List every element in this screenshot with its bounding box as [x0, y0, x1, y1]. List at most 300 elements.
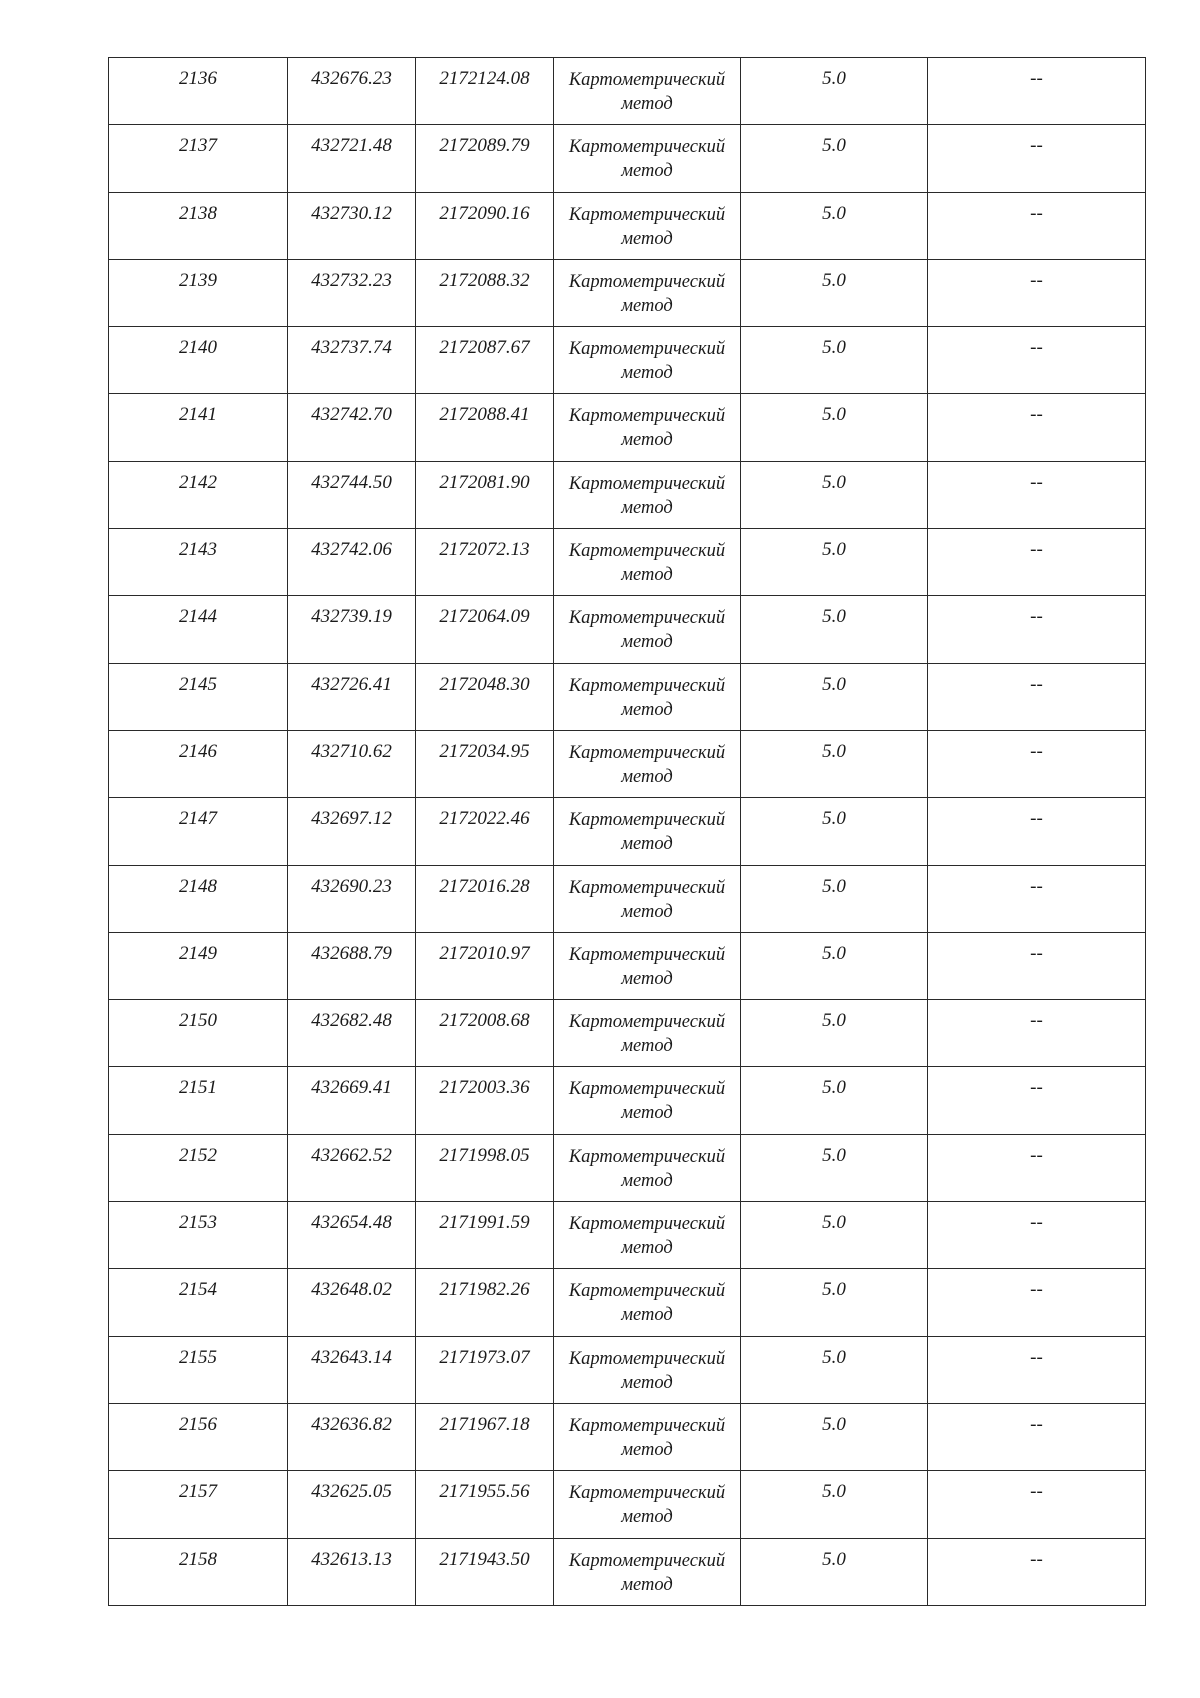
method-line-2: метод — [621, 901, 673, 922]
table-row — [109, 1336, 1146, 1403]
accuracy-cell — [741, 1202, 928, 1269]
point-number-cell — [109, 1000, 288, 1067]
method-text — [554, 798, 740, 856]
y-coordinate-cell — [416, 125, 554, 192]
accuracy-text: 5.0 — [822, 68, 846, 89]
accuracy-text: 5.0 — [822, 740, 846, 762]
method-text — [554, 1269, 740, 1327]
y-coordinate-cell — [416, 1538, 554, 1605]
accuracy-cell — [741, 932, 928, 999]
point-number-text: 2152 — [179, 1144, 217, 1166]
point-number-text: 2148 — [179, 875, 217, 897]
point-number-text: 2157 — [179, 1481, 217, 1503]
accuracy-text: 5.0 — [822, 337, 846, 359]
x-coordinate-text: 432739.19 — [311, 606, 392, 628]
accuracy-cell — [741, 1471, 928, 1538]
point-number-text: 2139 — [179, 269, 217, 291]
description-text: -- — [1030, 1279, 1043, 1301]
x-coordinate-text: 432654.48 — [311, 1212, 392, 1234]
accuracy-text: 5.0 — [822, 1413, 846, 1435]
table-row — [109, 1269, 1146, 1336]
y-coordinate-cell — [416, 596, 554, 663]
x-coordinate-text: 432726.41 — [311, 673, 392, 695]
description-text: -- — [1030, 1077, 1043, 1099]
accuracy-cell — [741, 327, 928, 394]
y-coordinate-text: 2171982.26 — [439, 1279, 530, 1301]
accuracy-cell — [741, 1269, 928, 1336]
method-line-2: метод — [621, 632, 673, 653]
point-number-text: 2158 — [179, 1548, 217, 1570]
method-text — [554, 664, 740, 722]
method-text — [554, 529, 740, 587]
point-number-cell — [109, 798, 288, 865]
method-line-1: Картометрический — [568, 339, 726, 360]
table-row — [109, 1538, 1146, 1605]
method-text — [554, 1471, 740, 1529]
table-row — [109, 259, 1146, 326]
point-number-cell — [109, 1067, 288, 1134]
method-line-2: метод — [621, 766, 673, 787]
description-cell — [928, 192, 1146, 259]
x-coordinate-text: 432737.74 — [311, 337, 392, 359]
accuracy-cell — [741, 1538, 928, 1605]
description-cell — [928, 1000, 1146, 1067]
x-coordinate-text: 432625.05 — [311, 1481, 392, 1503]
method-cell — [554, 1269, 741, 1336]
accuracy-text: 5.0 — [822, 1481, 846, 1503]
point-number-text: 2153 — [179, 1212, 217, 1234]
table-row — [109, 1000, 1146, 1067]
description-text: -- — [1030, 202, 1043, 224]
x-coordinate-cell — [288, 1000, 416, 1067]
description-cell — [928, 461, 1146, 528]
x-coordinate-cell — [288, 1269, 416, 1336]
accuracy-text: 5.0 — [822, 1144, 846, 1166]
description-cell — [928, 1067, 1146, 1134]
table-row — [109, 529, 1146, 596]
point-number-text: 2154 — [179, 1279, 217, 1301]
accuracy-cell — [741, 58, 928, 125]
point-number-cell — [109, 58, 288, 125]
accuracy-cell — [741, 259, 928, 326]
description-text: -- — [1030, 539, 1043, 561]
description-cell — [928, 529, 1146, 596]
method-cell — [554, 596, 741, 663]
point-number-cell — [109, 663, 288, 730]
method-text — [554, 58, 740, 116]
x-coordinate-text: 432744.50 — [311, 471, 392, 493]
point-number-cell — [109, 596, 288, 663]
table-row — [109, 394, 1146, 461]
accuracy-text: 5.0 — [822, 471, 846, 493]
x-coordinate-cell — [288, 1538, 416, 1605]
point-number-cell — [109, 394, 288, 461]
x-coordinate-cell — [288, 596, 416, 663]
table-row — [109, 327, 1146, 394]
y-coordinate-cell — [416, 529, 554, 596]
method-line-2: метод — [621, 363, 673, 384]
description-text: -- — [1030, 471, 1043, 493]
method-text — [554, 1337, 740, 1395]
accuracy-cell — [741, 125, 928, 192]
method-cell — [554, 1067, 741, 1134]
accuracy-cell — [741, 1067, 928, 1134]
method-text — [554, 596, 740, 654]
method-line-1: Картометрический — [568, 204, 726, 225]
table-row — [109, 1403, 1146, 1470]
x-coordinate-text: 432643.14 — [311, 1346, 392, 1368]
y-coordinate-cell — [416, 1202, 554, 1269]
accuracy-cell — [741, 1336, 928, 1403]
method-line-1: Картометрический — [568, 1483, 726, 1504]
accuracy-text: 5.0 — [822, 942, 846, 964]
x-coordinate-text: 432732.23 — [311, 269, 392, 291]
description-text: -- — [1030, 1548, 1043, 1570]
method-cell — [554, 58, 741, 125]
point-number-cell — [109, 1336, 288, 1403]
x-coordinate-cell — [288, 798, 416, 865]
accuracy-text: 5.0 — [822, 1279, 846, 1301]
point-number-text: 2145 — [179, 673, 217, 695]
point-number-cell — [109, 461, 288, 528]
method-line-2: метод — [621, 430, 673, 451]
method-line-1: Картометрический — [568, 1348, 726, 1369]
method-line-1: Картометрический — [568, 271, 726, 292]
x-coordinate-cell — [288, 865, 416, 932]
method-line-2: метод — [621, 699, 673, 720]
accuracy-text: 5.0 — [822, 1548, 846, 1570]
method-text — [554, 1000, 740, 1058]
accuracy-text: 5.0 — [822, 1346, 846, 1368]
point-number-cell — [109, 932, 288, 999]
accuracy-cell — [741, 461, 928, 528]
method-cell — [554, 1403, 741, 1470]
coordinates-table-body — [109, 58, 1146, 1606]
method-line-1: Картометрический — [568, 473, 726, 494]
description-text: -- — [1030, 269, 1043, 291]
method-line-1: Картометрический — [568, 1146, 726, 1167]
description-text: -- — [1030, 875, 1043, 897]
accuracy-cell — [741, 596, 928, 663]
x-coordinate-text: 432742.06 — [311, 539, 392, 561]
point-number-text: 2151 — [179, 1077, 217, 1099]
description-cell — [928, 1538, 1146, 1605]
method-cell — [554, 461, 741, 528]
point-number-cell — [109, 1269, 288, 1336]
description-text: -- — [1030, 1212, 1043, 1234]
method-line-2: метод — [621, 1574, 673, 1595]
y-coordinate-text: 2172124.08 — [439, 68, 530, 89]
point-number-text: 2150 — [179, 1010, 217, 1032]
point-number-text: 2136 — [179, 68, 217, 89]
method-line-1: Картометрический — [568, 1079, 726, 1100]
description-cell — [928, 865, 1146, 932]
y-coordinate-cell — [416, 192, 554, 259]
method-line-1: Картометрический — [568, 541, 726, 562]
method-cell — [554, 1471, 741, 1538]
method-cell — [554, 394, 741, 461]
method-line-2: метод — [621, 94, 673, 114]
method-line-2: метод — [621, 228, 673, 249]
y-coordinate-cell — [416, 327, 554, 394]
table-row — [109, 192, 1146, 259]
method-line-1: Картометрический — [568, 1214, 726, 1235]
x-coordinate-cell — [288, 327, 416, 394]
x-coordinate-cell — [288, 1403, 416, 1470]
y-coordinate-text: 2171973.07 — [439, 1346, 530, 1368]
x-coordinate-text: 432613.13 — [311, 1548, 392, 1570]
method-line-2: метод — [621, 1305, 673, 1326]
method-line-2: метод — [621, 1439, 673, 1460]
point-number-text: 2140 — [179, 337, 217, 359]
y-coordinate-cell — [416, 1134, 554, 1201]
y-coordinate-cell — [416, 730, 554, 797]
method-text — [554, 394, 740, 452]
accuracy-cell — [741, 192, 928, 259]
method-cell — [554, 798, 741, 865]
y-coordinate-text: 2172081.90 — [439, 471, 530, 493]
method-line-1: Картометрический — [568, 137, 726, 158]
y-coordinate-cell — [416, 1269, 554, 1336]
method-cell — [554, 1538, 741, 1605]
method-cell — [554, 932, 741, 999]
method-text — [554, 1135, 740, 1193]
point-number-text: 2147 — [179, 808, 217, 830]
method-cell — [554, 1000, 741, 1067]
accuracy-cell — [741, 1403, 928, 1470]
point-number-cell — [109, 529, 288, 596]
x-coordinate-cell — [288, 1134, 416, 1201]
y-coordinate-cell — [416, 1000, 554, 1067]
description-cell — [928, 58, 1146, 125]
accuracy-cell — [741, 730, 928, 797]
y-coordinate-text: 2172072.13 — [439, 539, 530, 561]
x-coordinate-cell — [288, 529, 416, 596]
y-coordinate-cell — [416, 1336, 554, 1403]
accuracy-cell — [741, 865, 928, 932]
description-cell — [928, 1269, 1146, 1336]
description-text: -- — [1030, 404, 1043, 426]
point-number-cell — [109, 259, 288, 326]
point-number-text: 2144 — [179, 606, 217, 628]
accuracy-text: 5.0 — [822, 269, 846, 291]
method-line-1: Картометрический — [568, 1012, 726, 1033]
description-cell — [928, 1336, 1146, 1403]
x-coordinate-cell — [288, 192, 416, 259]
x-coordinate-cell — [288, 663, 416, 730]
y-coordinate-text: 2172010.97 — [439, 942, 530, 964]
x-coordinate-cell — [288, 259, 416, 326]
point-number-text: 2149 — [179, 942, 217, 964]
y-coordinate-text: 2172087.67 — [439, 337, 530, 359]
y-coordinate-text: 2172048.30 — [439, 673, 530, 695]
method-text — [554, 866, 740, 924]
table-row — [109, 596, 1146, 663]
method-line-2: метод — [621, 834, 673, 855]
x-coordinate-text: 432742.70 — [311, 404, 392, 426]
method-line-2: метод — [621, 1372, 673, 1393]
description-cell — [928, 932, 1146, 999]
method-text — [554, 327, 740, 385]
method-text — [554, 1404, 740, 1462]
y-coordinate-text: 2172008.68 — [439, 1010, 530, 1032]
accuracy-cell — [741, 798, 928, 865]
description-cell — [928, 596, 1146, 663]
x-coordinate-cell — [288, 1336, 416, 1403]
table-row — [109, 663, 1146, 730]
y-coordinate-text: 2171943.50 — [439, 1548, 530, 1570]
point-number-cell — [109, 1538, 288, 1605]
point-number-text: 2137 — [179, 135, 217, 157]
description-text: -- — [1030, 1346, 1043, 1368]
method-line-1: Картометрический — [568, 70, 726, 90]
description-cell — [928, 798, 1146, 865]
method-text — [554, 1202, 740, 1260]
y-coordinate-cell — [416, 58, 554, 125]
x-coordinate-text: 432662.52 — [311, 1144, 392, 1166]
point-number-cell — [109, 125, 288, 192]
description-text: -- — [1030, 337, 1043, 359]
description-cell — [928, 394, 1146, 461]
x-coordinate-text: 432710.62 — [311, 740, 392, 762]
x-coordinate-text: 432676.23 — [311, 68, 392, 89]
table-row — [109, 1471, 1146, 1538]
method-line-1: Картометрический — [568, 1550, 726, 1571]
x-coordinate-text: 432648.02 — [311, 1279, 392, 1301]
y-coordinate-text: 2171998.05 — [439, 1144, 530, 1166]
method-line-2: метод — [621, 1238, 673, 1259]
method-cell — [554, 1202, 741, 1269]
y-coordinate-cell — [416, 932, 554, 999]
y-coordinate-text: 2172003.36 — [439, 1077, 530, 1099]
point-number-text: 2141 — [179, 404, 217, 426]
method-text — [554, 1539, 740, 1597]
table-row — [109, 58, 1146, 125]
table-row — [109, 461, 1146, 528]
accuracy-cell — [741, 394, 928, 461]
description-cell — [928, 663, 1146, 730]
method-cell — [554, 125, 741, 192]
description-cell — [928, 327, 1146, 394]
x-coordinate-text: 432721.48 — [311, 135, 392, 157]
description-text: -- — [1030, 1481, 1043, 1503]
description-cell — [928, 1471, 1146, 1538]
coordinates-table — [108, 57, 1146, 1606]
description-text: -- — [1030, 68, 1043, 89]
y-coordinate-text: 2171967.18 — [439, 1413, 530, 1435]
y-coordinate-text: 2172090.16 — [439, 202, 530, 224]
method-cell — [554, 192, 741, 259]
x-coordinate-cell — [288, 1471, 416, 1538]
accuracy-text: 5.0 — [822, 404, 846, 426]
table-row — [109, 1202, 1146, 1269]
x-coordinate-cell — [288, 461, 416, 528]
point-number-text: 2155 — [179, 1346, 217, 1368]
method-line-2: метод — [621, 1507, 673, 1528]
method-line-2: метод — [621, 161, 673, 182]
y-coordinate-cell — [416, 663, 554, 730]
y-coordinate-text: 2171955.56 — [439, 1481, 530, 1503]
point-number-text: 2138 — [179, 202, 217, 224]
x-coordinate-text: 432682.48 — [311, 1010, 392, 1032]
description-text: -- — [1030, 1413, 1043, 1435]
table-row — [109, 1067, 1146, 1134]
method-line-2: метод — [621, 497, 673, 518]
method-text — [554, 1067, 740, 1125]
table-row — [109, 1134, 1146, 1201]
y-coordinate-cell — [416, 1403, 554, 1470]
method-cell — [554, 327, 741, 394]
accuracy-text: 5.0 — [822, 135, 846, 157]
y-coordinate-text: 2172034.95 — [439, 740, 530, 762]
method-text — [554, 933, 740, 991]
method-line-1: Картометрический — [568, 877, 726, 898]
method-text — [554, 731, 740, 789]
method-line-1: Картометрический — [568, 810, 726, 831]
table-row — [109, 125, 1146, 192]
accuracy-text: 5.0 — [822, 202, 846, 224]
x-coordinate-cell — [288, 58, 416, 125]
y-coordinate-text: 2172016.28 — [439, 875, 530, 897]
description-text: -- — [1030, 740, 1043, 762]
description-text: -- — [1030, 135, 1043, 157]
method-cell — [554, 1134, 741, 1201]
point-number-cell — [109, 192, 288, 259]
x-coordinate-cell — [288, 730, 416, 797]
y-coordinate-cell — [416, 1067, 554, 1134]
x-coordinate-text: 432669.41 — [311, 1077, 392, 1099]
method-line-1: Картометрический — [568, 944, 726, 965]
x-coordinate-cell — [288, 932, 416, 999]
point-number-text: 2142 — [179, 471, 217, 493]
accuracy-text: 5.0 — [822, 1077, 846, 1099]
accuracy-cell — [741, 1000, 928, 1067]
method-line-2: метод — [621, 1036, 673, 1057]
accuracy-text: 5.0 — [822, 808, 846, 830]
table-row — [109, 798, 1146, 865]
accuracy-cell — [741, 1134, 928, 1201]
method-line-2: метод — [621, 565, 673, 586]
point-number-text: 2156 — [179, 1413, 217, 1435]
accuracy-text: 5.0 — [822, 1010, 846, 1032]
method-line-1: Картометрический — [568, 675, 726, 696]
point-number-cell — [109, 730, 288, 797]
method-text — [554, 260, 740, 318]
x-coordinate-text: 432688.79 — [311, 942, 392, 964]
description-text: -- — [1030, 1010, 1043, 1032]
x-coordinate-text: 432690.23 — [311, 875, 392, 897]
method-cell — [554, 529, 741, 596]
y-coordinate-text: 2172022.46 — [439, 808, 530, 830]
table-row — [109, 730, 1146, 797]
method-cell — [554, 1336, 741, 1403]
y-coordinate-cell — [416, 798, 554, 865]
point-number-cell — [109, 327, 288, 394]
point-number-cell — [109, 1202, 288, 1269]
x-coordinate-cell — [288, 394, 416, 461]
method-line-2: метод — [621, 295, 673, 316]
method-text — [554, 125, 740, 183]
x-coordinate-cell — [288, 1202, 416, 1269]
y-coordinate-cell — [416, 865, 554, 932]
method-cell — [554, 259, 741, 326]
accuracy-text: 5.0 — [822, 539, 846, 561]
y-coordinate-text: 2171991.59 — [439, 1212, 530, 1234]
y-coordinate-cell — [416, 461, 554, 528]
x-coordinate-text: 432636.82 — [311, 1413, 392, 1435]
method-line-1: Картометрический — [568, 742, 726, 763]
method-line-1: Картометрический — [568, 406, 726, 427]
